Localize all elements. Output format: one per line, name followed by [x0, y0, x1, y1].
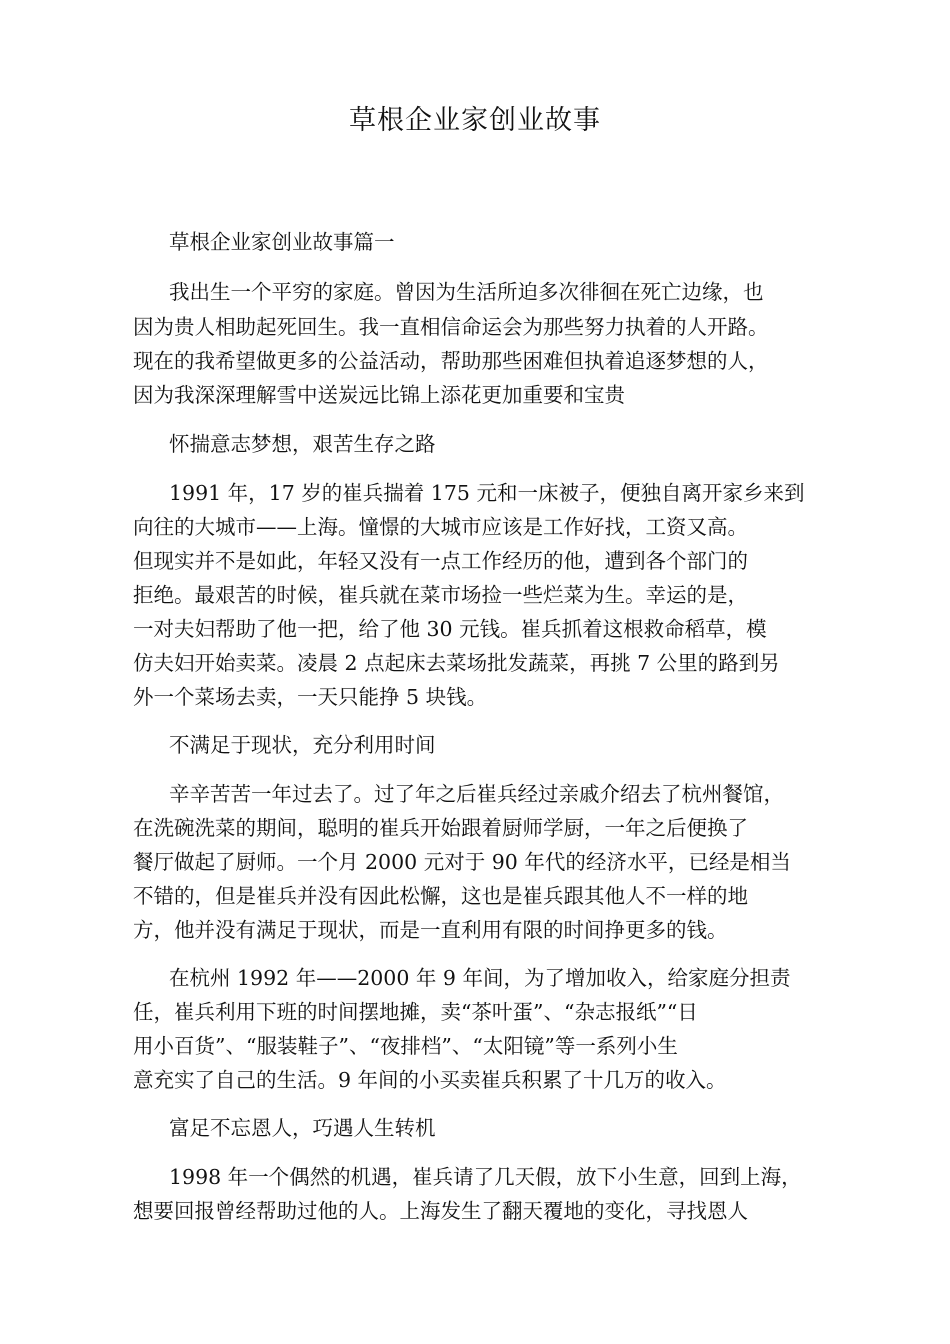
paragraph-line: 任，崔兵利用下班的时间摆地摊，卖“茶叶蛋”、“杂志报纸”“日 — [133, 1000, 698, 1024]
paragraph-line: 在杭州 1992 年——2000 年 9 年间，为了增加收入，给家庭分担责 — [169, 966, 791, 990]
paragraph-line: 餐厅做起了厨师。一个月 2000 元对于 90 年代的经济水平，已经是相当 — [133, 850, 791, 874]
paragraph-line: 外一个菜场去卖，一天只能挣 5 块钱。 — [133, 685, 488, 709]
paragraph-line: 在洗碗洗菜的期间，聪明的崔兵开始跟着厨师学厨，一年之后便换了 — [133, 816, 748, 840]
paragraph-line: 不错的，但是崔兵并没有因此松懈，这也是崔兵跟其他人不一样的地 — [133, 884, 748, 908]
paragraph-line: 因为我深深理解雪中送炭远比锦上添花更加重要和宝贵 — [133, 383, 625, 407]
paragraph-line: 一对夫妇帮助了他一把，给了他 30 元钱。崔兵抓着这根救命稻草，模 — [133, 617, 767, 641]
paragraph-line: 拒绝。最艰苦的时候，崔兵就在菜市场捡一些烂菜为生。幸运的是， — [133, 583, 748, 607]
section-heading: 富足不忘恩人，巧遇人生转机 — [169, 1116, 436, 1140]
paragraph-line: 我出生一个平穷的家庭。曾因为生活所迫多次徘徊在死亡边缘，也 — [169, 280, 764, 304]
paragraph-line: 用小百货”、“服装鞋子”、“夜排档”、“太阳镜”等一系列小生 — [133, 1034, 678, 1058]
paragraph-line: 向往的大城市——上海。憧憬的大城市应该是工作好找，工资又高。 — [133, 515, 748, 539]
paragraph-line: 想要回报曾经帮助过他的人。上海发生了翻天覆地的变化，寻找恩人 — [133, 1199, 748, 1223]
paragraph-line: 方，他并没有满足于现状，而是一直利用有限的时间挣更多的钱。 — [133, 918, 728, 942]
section-heading: 草根企业家创业故事篇一 — [169, 230, 395, 254]
paragraph-line: 意充实了自己的生活。9 年间的小买卖崔兵积累了十几万的收入。 — [133, 1068, 727, 1092]
paragraph-line: 1998 年一个偶然的机遇，崔兵请了几天假，放下小生意，回到上海， — [169, 1165, 802, 1189]
paragraph-line: 因为贵人相助起死回生。我一直相信命运会为那些努力执着的人开路。 — [133, 315, 769, 339]
document-title: 草根企业家创业故事 — [349, 105, 601, 136]
paragraph-line: 辛辛苦苦一年过去了。过了年之后崔兵经过亲戚介绍去了杭州餐馆， — [169, 782, 784, 806]
section-heading: 不满足于现状，充分利用时间 — [169, 733, 436, 757]
paragraph-line: 现在的我希望做更多的公益活动，帮助那些困难但执着追逐梦想的人， — [133, 349, 769, 373]
paragraph-line: 1991 年，17 岁的崔兵揣着 175 元和一床被子，便独自离开家乡来到 — [169, 481, 805, 505]
paragraph-line: 但现实并不是如此，年轻又没有一点工作经历的他，遭到各个部门的 — [133, 549, 748, 573]
section-heading: 怀揣意志梦想，艰苦生存之路 — [169, 432, 436, 456]
paragraph-line: 仿夫妇开始卖菜。凌晨 2 点起床去菜场批发蔬菜，再挑 7 公里的路到另 — [133, 651, 780, 675]
